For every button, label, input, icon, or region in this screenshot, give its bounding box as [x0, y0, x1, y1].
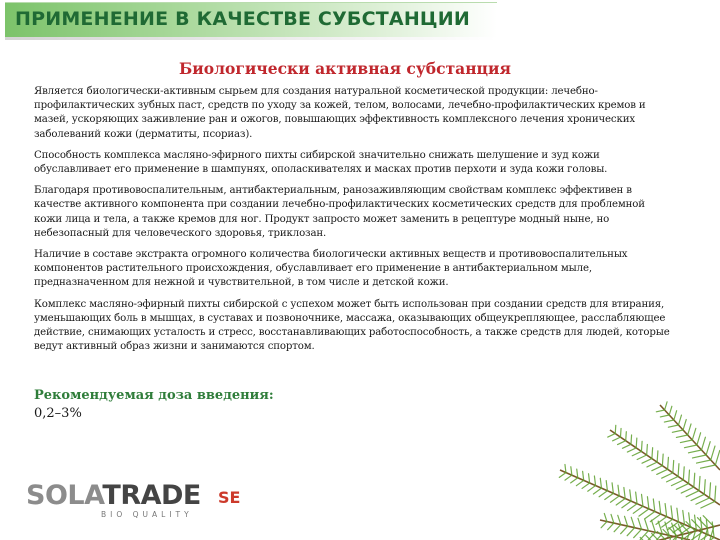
paragraph: Способность комплекса масляно-эфирного пихты сибирской значительно снижать шелушение и зуд кожи обуславливает его применение в шампунях, ополаскивателях и масках против перхоти и зуда кожи головы.	[34, 149, 608, 176]
dose-label: Рекомендуемая доза введения:	[34, 388, 274, 403]
dose-value: 0,2–3%	[34, 406, 82, 421]
logo-suffix: SE	[218, 488, 241, 507]
company-logo	[26, 480, 266, 530]
page-title: ПРИМЕНЕНИЕ В КАЧЕСТВЕ СУБСТАНЦИИ	[15, 8, 470, 30]
paragraph: Наличие в составе экстракта огромного количества биологически активных веществ и противовоспалительных компонентов растительного происхождения, обуславливает его применение в антибактериальном мыле, предназначенном для нежной и чувствительной, в том числе и детской кожи.	[34, 249, 628, 289]
section-subtitle: Биологически активная субстанция	[179, 59, 511, 78]
paragraph: Благодаря противовоспалительным, антибактериальным, ранозаживляющим свойствам комплекс эффективен в качестве активного компонента при создании лечебно-профилактических косметических средств для проблемной кожи лица и тела, а также кремов для ног. Продукт запросто может заменить в рецептуре модный ныне, но небезопасный для человеческого здоровья, триклозан.	[34, 185, 645, 239]
body-text	[34, 85, 672, 361]
logo-part-trade: TRADE	[102, 480, 201, 511]
title-shadow	[5, 37, 497, 40]
title-bar	[5, 2, 497, 37]
logo-part-sola: SOLA	[26, 480, 103, 511]
logo-tagline: BIO QUALITY	[101, 510, 193, 519]
paragraph: Является биологически-активным сырьем для создания натуральной косметической продукции: лечебно-профилактических зубных паст, средств по уходу за кожей, телом, волосами, лечебно-профилактических кремов и мазей, ускоряющих заживление ран и ожогов, повышающих эффективность комплексного лечения хронических заболеваний кожи (дерматиты, псориаз).	[34, 86, 646, 140]
paragraph: Комплекс масляно-эфирный пихты сибирской с успехом может быть использован при создании средств для втирания, уменьшающих боль в мышцах, в суставах и позвоночнике, массажа, оказывающих общеукрепляющее, расслабляющее действие, снимающих усталость и стресс, восстанавливающих работоспособность, а также средств для людей, которые ведут активный образ жизни и занимаются спортом.	[34, 298, 670, 353]
logo-wordmark	[26, 480, 201, 511]
